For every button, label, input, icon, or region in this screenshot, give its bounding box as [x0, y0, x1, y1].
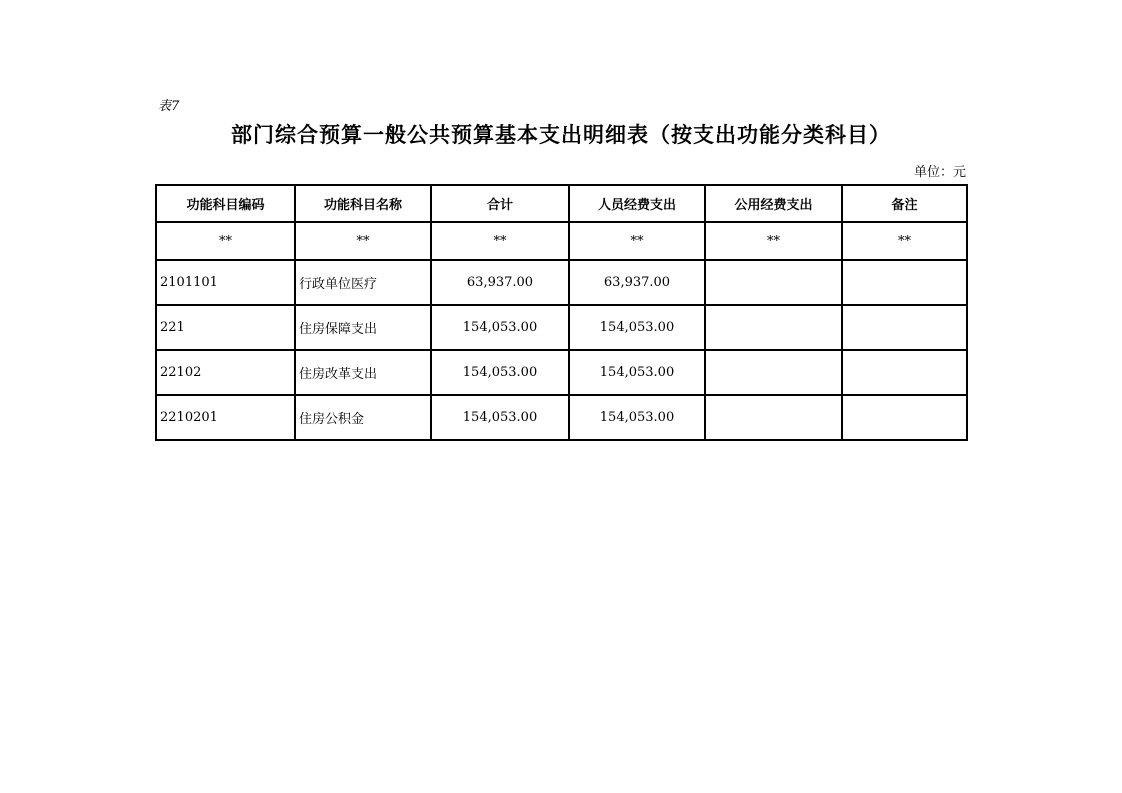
cell-name: 住房公积金 — [295, 395, 431, 440]
cell-name: 行政单位医疗 — [295, 260, 431, 305]
cell-public — [705, 260, 842, 305]
cell-total: 63,937.00 — [431, 260, 569, 305]
mask-cell: ** — [156, 222, 295, 260]
cell-personnel: 63,937.00 — [569, 260, 705, 305]
cell-total: 154,053.00 — [431, 395, 569, 440]
header-cell-total: 合计 — [431, 185, 569, 222]
cell-personnel: 154,053.00 — [569, 350, 705, 395]
cell-public — [705, 305, 842, 350]
mask-cell: ** — [431, 222, 569, 260]
budget-table — [155, 184, 968, 441]
table-row — [156, 305, 967, 350]
cell-name: 住房改革支出 — [295, 350, 431, 395]
cell-note — [842, 350, 967, 395]
cell-name: 住房保障支出 — [295, 305, 431, 350]
cell-personnel: 154,053.00 — [569, 305, 705, 350]
table-number-label: 表7 — [158, 99, 180, 114]
mask-cell: ** — [705, 222, 842, 260]
header-cell-note: 备注 — [842, 185, 967, 222]
cell-code: 221 — [156, 305, 295, 350]
header-cell-name: 功能科目名称 — [295, 185, 431, 222]
cell-public — [705, 350, 842, 395]
cell-total: 154,053.00 — [431, 305, 569, 350]
header-cell-code: 功能科目编码 — [156, 185, 295, 222]
cell-public — [705, 395, 842, 440]
mask-row — [156, 222, 967, 260]
mask-cell: ** — [842, 222, 967, 260]
table-header-row — [156, 185, 967, 222]
cell-code: 22102 — [156, 350, 295, 395]
cell-personnel: 154,053.00 — [569, 395, 705, 440]
page-title: 部门综合预算一般公共预算基本支出明细表（按支出功能分类科目） — [231, 123, 891, 147]
cell-code: 2101101 — [156, 260, 295, 305]
cell-total: 154,053.00 — [431, 350, 569, 395]
cell-code: 2210201 — [156, 395, 295, 440]
header-cell-public: 公用经费支出 — [705, 185, 842, 222]
table-row — [156, 395, 967, 440]
cell-note — [842, 260, 967, 305]
unit-label: 单位：元 — [913, 165, 966, 180]
mask-cell: ** — [295, 222, 431, 260]
table-row — [156, 350, 967, 395]
mask-cell: ** — [569, 222, 705, 260]
cell-note — [842, 305, 967, 350]
cell-note — [842, 395, 967, 440]
table-row — [156, 260, 967, 305]
header-cell-personnel: 人员经费支出 — [569, 185, 705, 222]
